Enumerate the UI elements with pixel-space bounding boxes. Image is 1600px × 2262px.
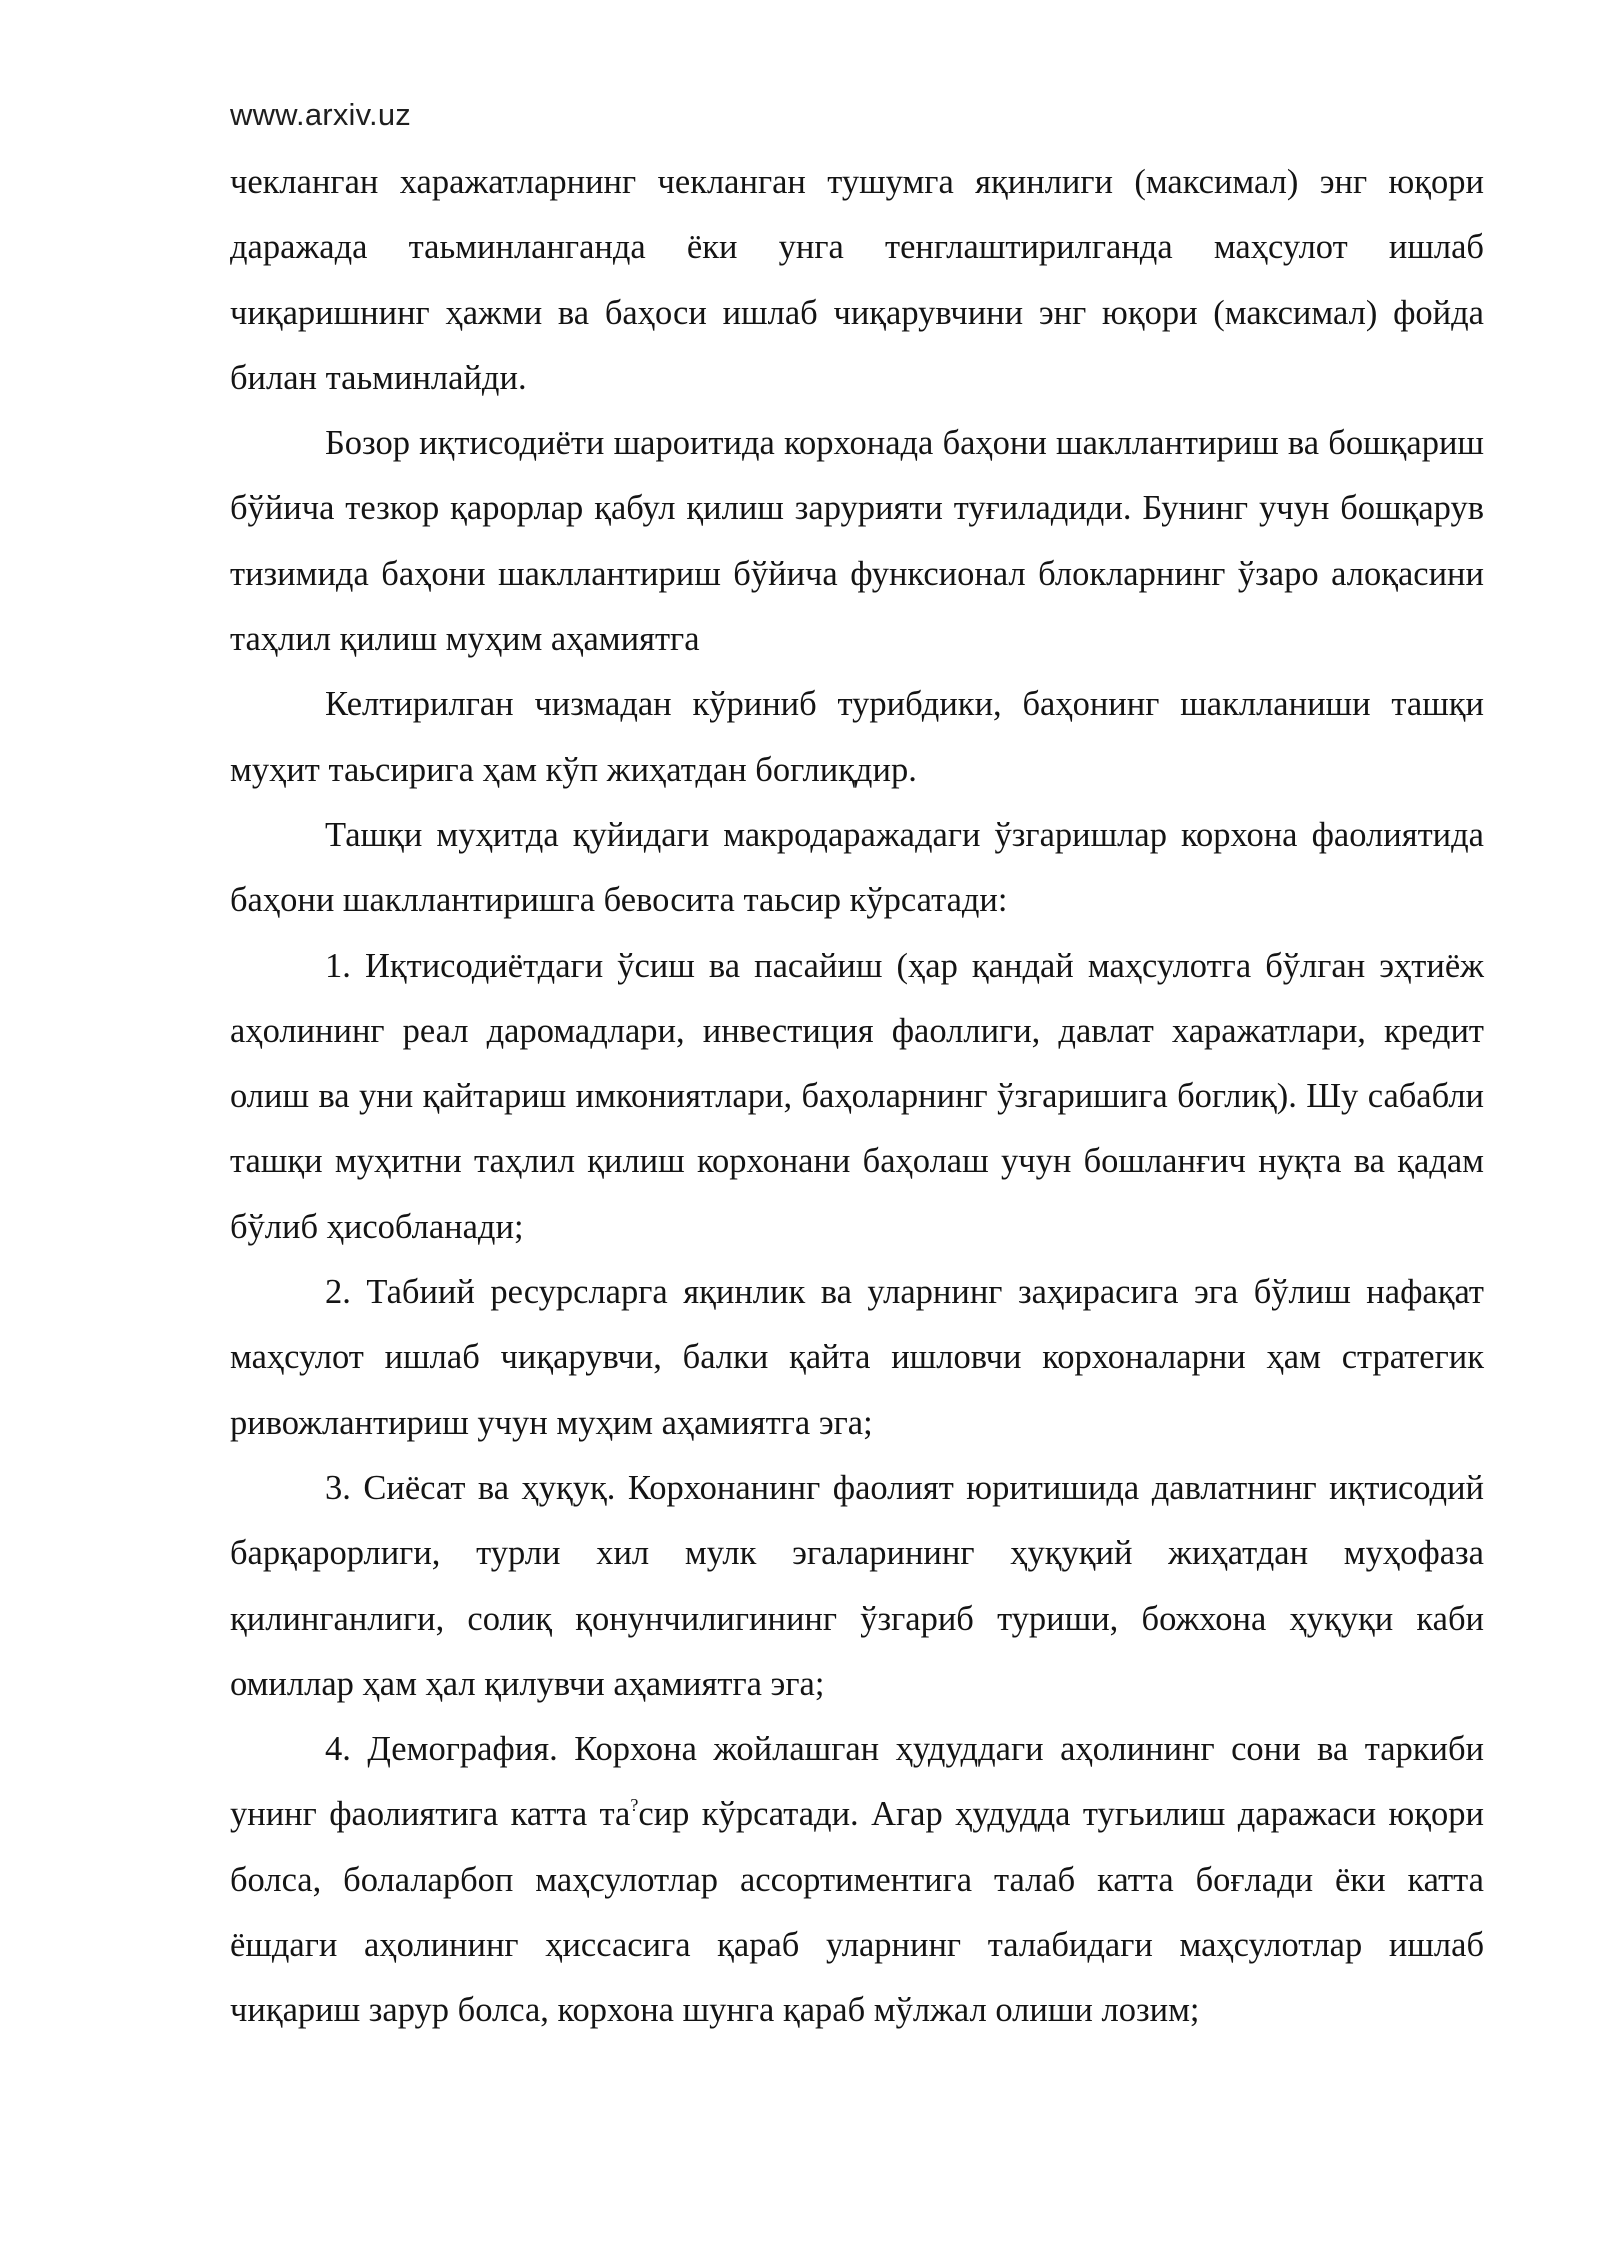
paragraph-2: Бозор иқтисодиёти шароитида корхонада баҳони шакллантириш ва бошқариш бўйича тезкор қарорлар қабул қилиш зарурияти туғиладиди. Бунинг учун бошқарув тизимида баҳони шакллантириш бўйича функсионал блокларнинг ўзаро алоқасини таҳлил қилиш муҳим аҳамиятга	[230, 424, 1484, 659]
list-item-2: 2. Табиий ресурсларга яқинлик ва уларнинг заҳирасига эга бўлиш нафақат маҳсулот ишлаб чиқарувчи, балки қайта ишловчи корхоналарни ҳам стратегик ривожлантириш учун муҳим аҳамиятга эга;	[230, 1273, 1484, 1442]
list-item-4	[230, 1717, 1484, 2043]
paragraph-4: Ташқи муҳитда қуйидаги макродаражадаги ўзгаришлар корхона фаолиятида баҳони шакллантиришга бевосита таьсир кўрсатади:	[230, 815, 1484, 920]
list-item-4-text-end: сир кўрсатади. Агар ҳудудда тугьилиш даражаси юқори болса, болаларбоп маҳсулотлар ассортиментига талаб катта боғлади ёки катта ёшдаги аҳолининг ҳиссасига қараб уларнинг талабидаги маҳсулотлар ишлаб чиқариш зарур болса, корхона шунга қараб мўлжал олиши лозим;	[230, 1795, 1484, 2030]
paragraph-3: Келтирилган чизмадан кўриниб турибдики, баҳонинг шаклланиши ташқи муҳит таьсирига ҳам кўп жиҳатдан боглиқдир.	[230, 685, 1484, 789]
paragraph-1: чекланган харажатларнинг чекланган тушумга яқинлиги (максимал) энг юқори даражада таьминланганда ёки унга тенглаштирилганда маҳсулот ишлаб чиқаришнинг ҳажми ва баҳоси ишлаб чиқарувчини энг юқори (максимал) фойда билан таьминлайди.	[230, 163, 1484, 397]
list-item-3: 3. Сиёсат ва ҳуқуқ. Корхонанинг фаолият юритишида давлатнинг иқтисодий барқарорлиги, турли хил мулк эгаларининг ҳуқуқий жиҳатдан муҳофаза қилинганлиги, солиқ қонунчилигининг ўзгариб туриши, божхона ҳуқуқи каби омиллар ҳам ҳал қилувчи аҳамиятга эга;	[230, 1468, 1484, 1703]
list-item-4-text-start: 4. Демография. Корхона жойлашган ҳудуддаги аҳолининг сони ва таркиби унинг фаолиятига катта та	[230, 1730, 1484, 1834]
list-item-1: 1. Иқтисодиётдаги ўсиш ва пасайиш (ҳар қандай маҳсулотга бўлган эҳтиёж аҳолининг реал даромадлари, инвестиция фаоллиги, давлат харажатлари, кредит олиш ва уни қайтариш имкониятлари, баҳоларнинг ўзгаришига боглиқ). Шу сабабли ташқи муҳитни таҳлил қилиш корхонани баҳолаш учун бошланғич нуқта ва қадам бўлиб ҳисобланади;	[230, 946, 1484, 1246]
document-body	[230, 150, 1484, 2044]
site-header: www.arxiv.uz	[230, 97, 411, 132]
superscript-mark: ?	[630, 1795, 639, 1816]
